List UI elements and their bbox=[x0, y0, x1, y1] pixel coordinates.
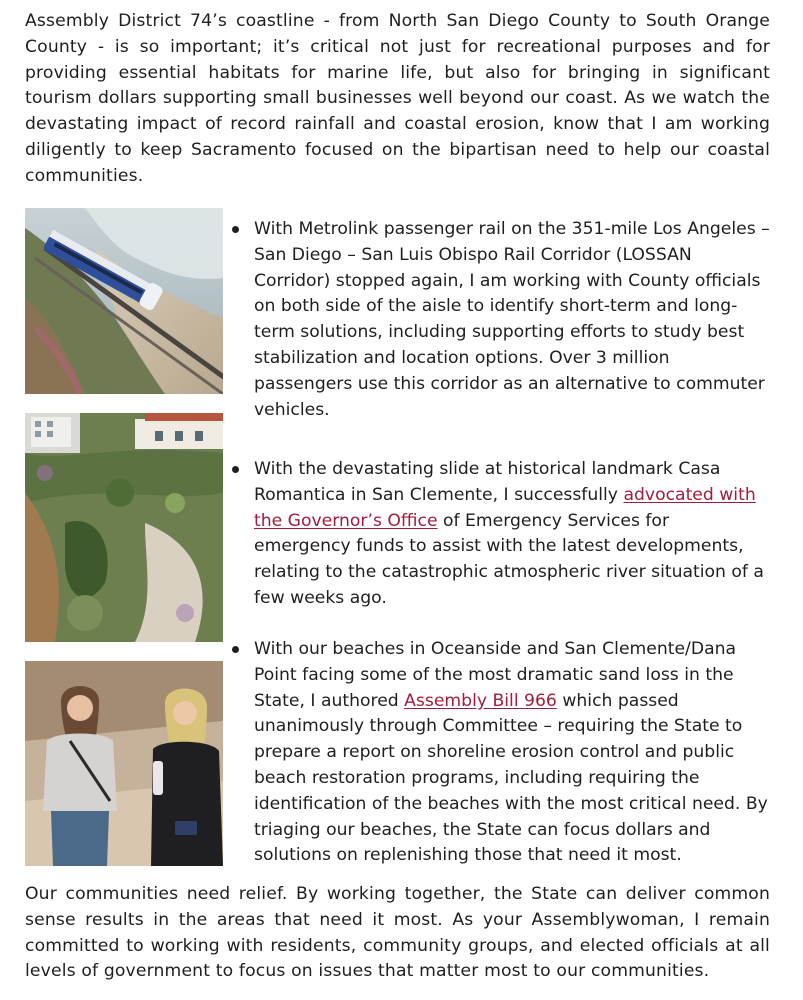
bullet-dot-icon bbox=[232, 226, 239, 233]
intro-paragraph: Assembly District 74’s coastline - from North San Diego County to South Orange County - is so important; it’s critical not just for recreational purposes and for providing essential habitats for marine life, but also for bringing in significant tourism dollars supporting small businesses well beyond our coast. As we watch the devastating impact of record rainfall and coastal erosion, know that I am working diligently to keep Sacramento focused on the bipartisan need to help our coastal communities. bbox=[25, 11, 770, 186]
closing-paragraph: Our communities need relief. By working together, the State can deliver common sense results in the areas that need it most. As your Assemblywoman, I remain committed to working with residents, community groups, and elected officials at all levels of government to focus on issues that matter most to our communities. bbox=[25, 884, 770, 982]
landslide-photo-image bbox=[25, 413, 223, 642]
bullet-text bbox=[254, 637, 770, 869]
landslide-photo bbox=[25, 413, 223, 642]
governors-office-link[interactable]: advocated with the Governor’s Office bbox=[254, 484, 756, 531]
bullet-text bbox=[254, 457, 770, 612]
beach-visit-photo bbox=[25, 661, 223, 866]
beach-visit-photo-image bbox=[25, 661, 223, 866]
bullet-dot-icon bbox=[232, 466, 239, 473]
train-photo bbox=[25, 208, 223, 394]
bullet-text-after: of Emergency Services for emergency funds to assist with the latest developments, relating to the catastrophic atmospheric river situation of a few weeks ago. bbox=[254, 510, 764, 608]
bullet-text-before: With our beaches in Oceanside and San Clemente/Dana Point facing some of the most dramatic sand loss in the State, I authored bbox=[254, 639, 737, 711]
bullet-text: With Metrolink passenger rail on the 351-mile Los Angeles – San Diego – San Luis Obispo Rail Corridor (LOSSAN Corridor) stopped again, I am working with County officials on both side of the aisle to identify short-term and long-term solutions, including supporting efforts to study best stabilization and location options. Over 3 million passengers use this corridor as an alternative to commuter vehicles. bbox=[254, 219, 770, 420]
train-photo-image bbox=[25, 208, 223, 394]
bullet-text-before: With the devastating slide at historical landmark Casa Romantica in San Clemente, I successfully bbox=[254, 459, 721, 505]
bullet-text-after: which passed unanimously through Committee – requiring the State to prepare a report on shoreline erosion control and public beach restoration programs, including requiring the identification of the beaches with the most critical need. By triaging our beaches, the State can focus dollars and solutions on replenishing those that need it most. bbox=[254, 690, 768, 866]
bullet-dot-icon bbox=[232, 646, 239, 653]
assembly-bill-966-link[interactable]: Assembly Bill 966 bbox=[404, 690, 557, 711]
